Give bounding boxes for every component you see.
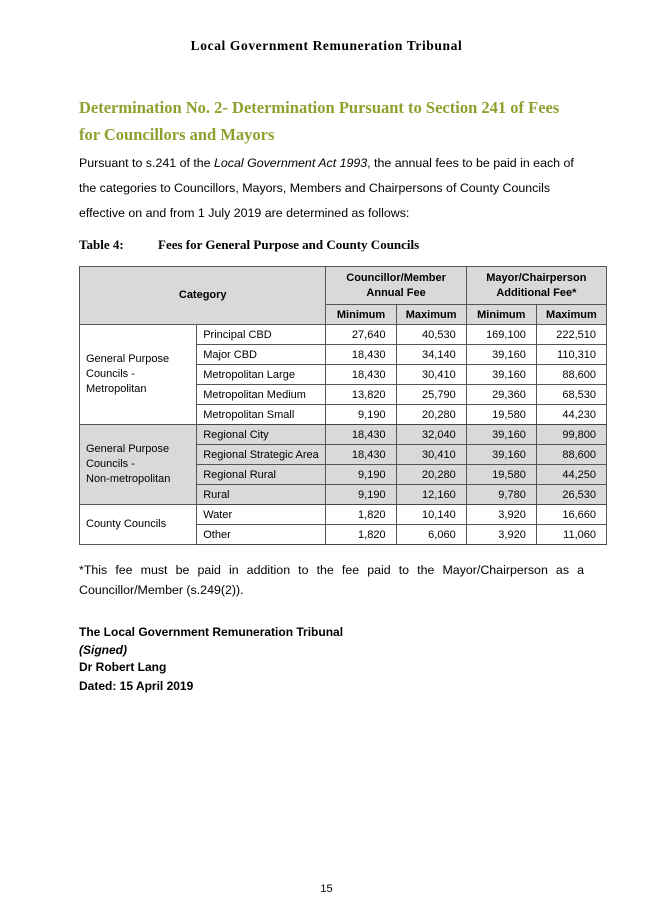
councillor-header-line-2: Annual Fee: [366, 286, 426, 299]
group-label-line: Metropolitan: [86, 383, 147, 395]
councillor-max-cell: 20,280: [396, 465, 466, 485]
intro-after: , the annual fees to be paid in each of the categories to Councillors, Mayors, Members and Chairpersons of County Councils effective on and from 1 July 2019 are determined as follows:: [79, 156, 574, 220]
signed-note: (Signed): [79, 642, 127, 657]
councillor-min-cell: 9,190: [326, 405, 396, 425]
councillor-fee-header: [326, 267, 466, 305]
mayor-maximum-header: Maximum: [536, 305, 606, 325]
councillor-min-cell: 18,430: [326, 445, 396, 465]
mayor-min-cell: 9,780: [466, 485, 536, 505]
group-label: [80, 325, 197, 425]
councillor-max-cell: 30,410: [396, 445, 466, 465]
signature-block: [79, 624, 343, 677]
mayor-max-cell: 16,660: [536, 505, 606, 525]
table-row: [80, 505, 607, 525]
mayor-min-cell: 19,580: [466, 465, 536, 485]
mayor-max-cell: 110,310: [536, 345, 606, 365]
group-label-line: Councils -: [86, 458, 135, 470]
intro-paragraph: [79, 151, 584, 226]
group-label-line: Non-metropolitan: [86, 473, 171, 485]
intro-before: Pursuant to s.241 of the: [79, 156, 215, 170]
table-row: [80, 325, 607, 345]
mayor-max-cell: 44,250: [536, 465, 606, 485]
mayor-min-cell: 3,920: [466, 505, 536, 525]
councillor-max-cell: 40,530: [396, 325, 466, 345]
table-title: Fees for General Purpose and County Councils: [158, 237, 420, 252]
group-label: [80, 425, 197, 505]
category-cell: Regional Strategic Area: [197, 445, 326, 465]
mayor-min-cell: 3,920: [466, 525, 536, 545]
table-caption: [79, 237, 419, 253]
mayor-max-cell: 222,510: [536, 325, 606, 345]
category-cell: Water: [197, 505, 326, 525]
mayor-max-cell: 26,530: [536, 485, 606, 505]
heading-line-2: for Councillors and Mayors: [79, 125, 275, 144]
councillor-min-cell: 18,430: [326, 365, 396, 385]
act-name: Local Government Act 1993: [214, 156, 368, 170]
councillor-min-cell: 13,820: [326, 385, 396, 405]
category-cell: Regional City: [197, 425, 326, 445]
councillor-max-cell: 30,410: [396, 365, 466, 385]
fee-footnote: *This fee must be paid in addition to the fee paid to the Mayor/Chairperson as a Councillor/Member (s.249(2)).: [79, 563, 584, 597]
councillor-min-cell: 18,430: [326, 425, 396, 445]
table-number: Table 4:: [79, 237, 124, 252]
councillor-max-cell: 10,140: [396, 505, 466, 525]
category-cell: Principal CBD: [197, 325, 326, 345]
category-cell: Regional Rural: [197, 465, 326, 485]
dated-line: Dated: 15 April 2019: [79, 679, 194, 693]
category-cell: Metropolitan Large: [197, 365, 326, 385]
councillor-min-cell: 9,190: [326, 465, 396, 485]
category-cell: Rural: [197, 485, 326, 505]
councillor-max-cell: 20,280: [396, 405, 466, 425]
councillor-max-cell: 6,060: [396, 525, 466, 545]
mayor-max-cell: 68,530: [536, 385, 606, 405]
group-label-line: County Councils: [86, 518, 167, 530]
mayor-max-cell: 11,060: [536, 525, 606, 545]
mayor-max-cell: 44,230: [536, 405, 606, 425]
heading-line-1: Determination No. 2- Determination Pursuant to Section 241 of Fees: [79, 98, 560, 117]
group-label-line: General Purpose: [86, 443, 170, 455]
table-row: [80, 425, 607, 445]
group-label-line: Councils -: [86, 368, 135, 380]
fees-table-body: [80, 325, 607, 545]
councillor-minimum-header: Minimum: [326, 305, 396, 325]
category-cell: Metropolitan Small: [197, 405, 326, 425]
fees-table: [79, 266, 607, 545]
page-number: 15: [320, 883, 333, 895]
councillor-max-cell: 32,040: [396, 425, 466, 445]
mayor-max-cell: 88,600: [536, 365, 606, 385]
mayor-minimum-header: Minimum: [466, 305, 536, 325]
councillor-header-line-1: Councillor/Member: [346, 271, 446, 284]
determination-heading: [79, 94, 599, 148]
signatory-name: Dr Robert Lang: [79, 660, 167, 674]
councillor-max-cell: 34,140: [396, 345, 466, 365]
category-cell: Other: [197, 525, 326, 545]
tribunal-name: The Local Government Remuneration Tribunal: [79, 625, 344, 639]
councillor-maximum-header: Maximum: [396, 305, 466, 325]
mayor-min-cell: 19,580: [466, 405, 536, 425]
group-label: [80, 505, 197, 545]
mayor-max-cell: 99,800: [536, 425, 606, 445]
councillor-max-cell: 12,160: [396, 485, 466, 505]
category-header: Category: [80, 267, 326, 325]
mayor-fee-header: [466, 267, 606, 305]
mayor-min-cell: 39,160: [466, 365, 536, 385]
mayor-min-cell: 39,160: [466, 445, 536, 465]
councillor-min-cell: 27,640: [326, 325, 396, 345]
mayor-header-line-1: Mayor/Chairperson: [486, 271, 587, 284]
mayor-header-line-2: Additional Fee*: [496, 286, 577, 299]
mayor-min-cell: 39,160: [466, 345, 536, 365]
councillor-min-cell: 1,820: [326, 505, 396, 525]
category-cell: Metropolitan Medium: [197, 385, 326, 405]
councillor-min-cell: 18,430: [326, 345, 396, 365]
running-header: Local Government Remuneration Tribunal: [190, 38, 463, 53]
mayor-min-cell: 39,160: [466, 425, 536, 445]
mayor-max-cell: 88,600: [536, 445, 606, 465]
councillor-max-cell: 25,790: [396, 385, 466, 405]
mayor-min-cell: 169,100: [466, 325, 536, 345]
group-label-line: General Purpose: [86, 353, 170, 365]
category-cell: Major CBD: [197, 345, 326, 365]
councillor-min-cell: 1,820: [326, 525, 396, 545]
councillor-min-cell: 9,190: [326, 485, 396, 505]
mayor-min-cell: 29,360: [466, 385, 536, 405]
